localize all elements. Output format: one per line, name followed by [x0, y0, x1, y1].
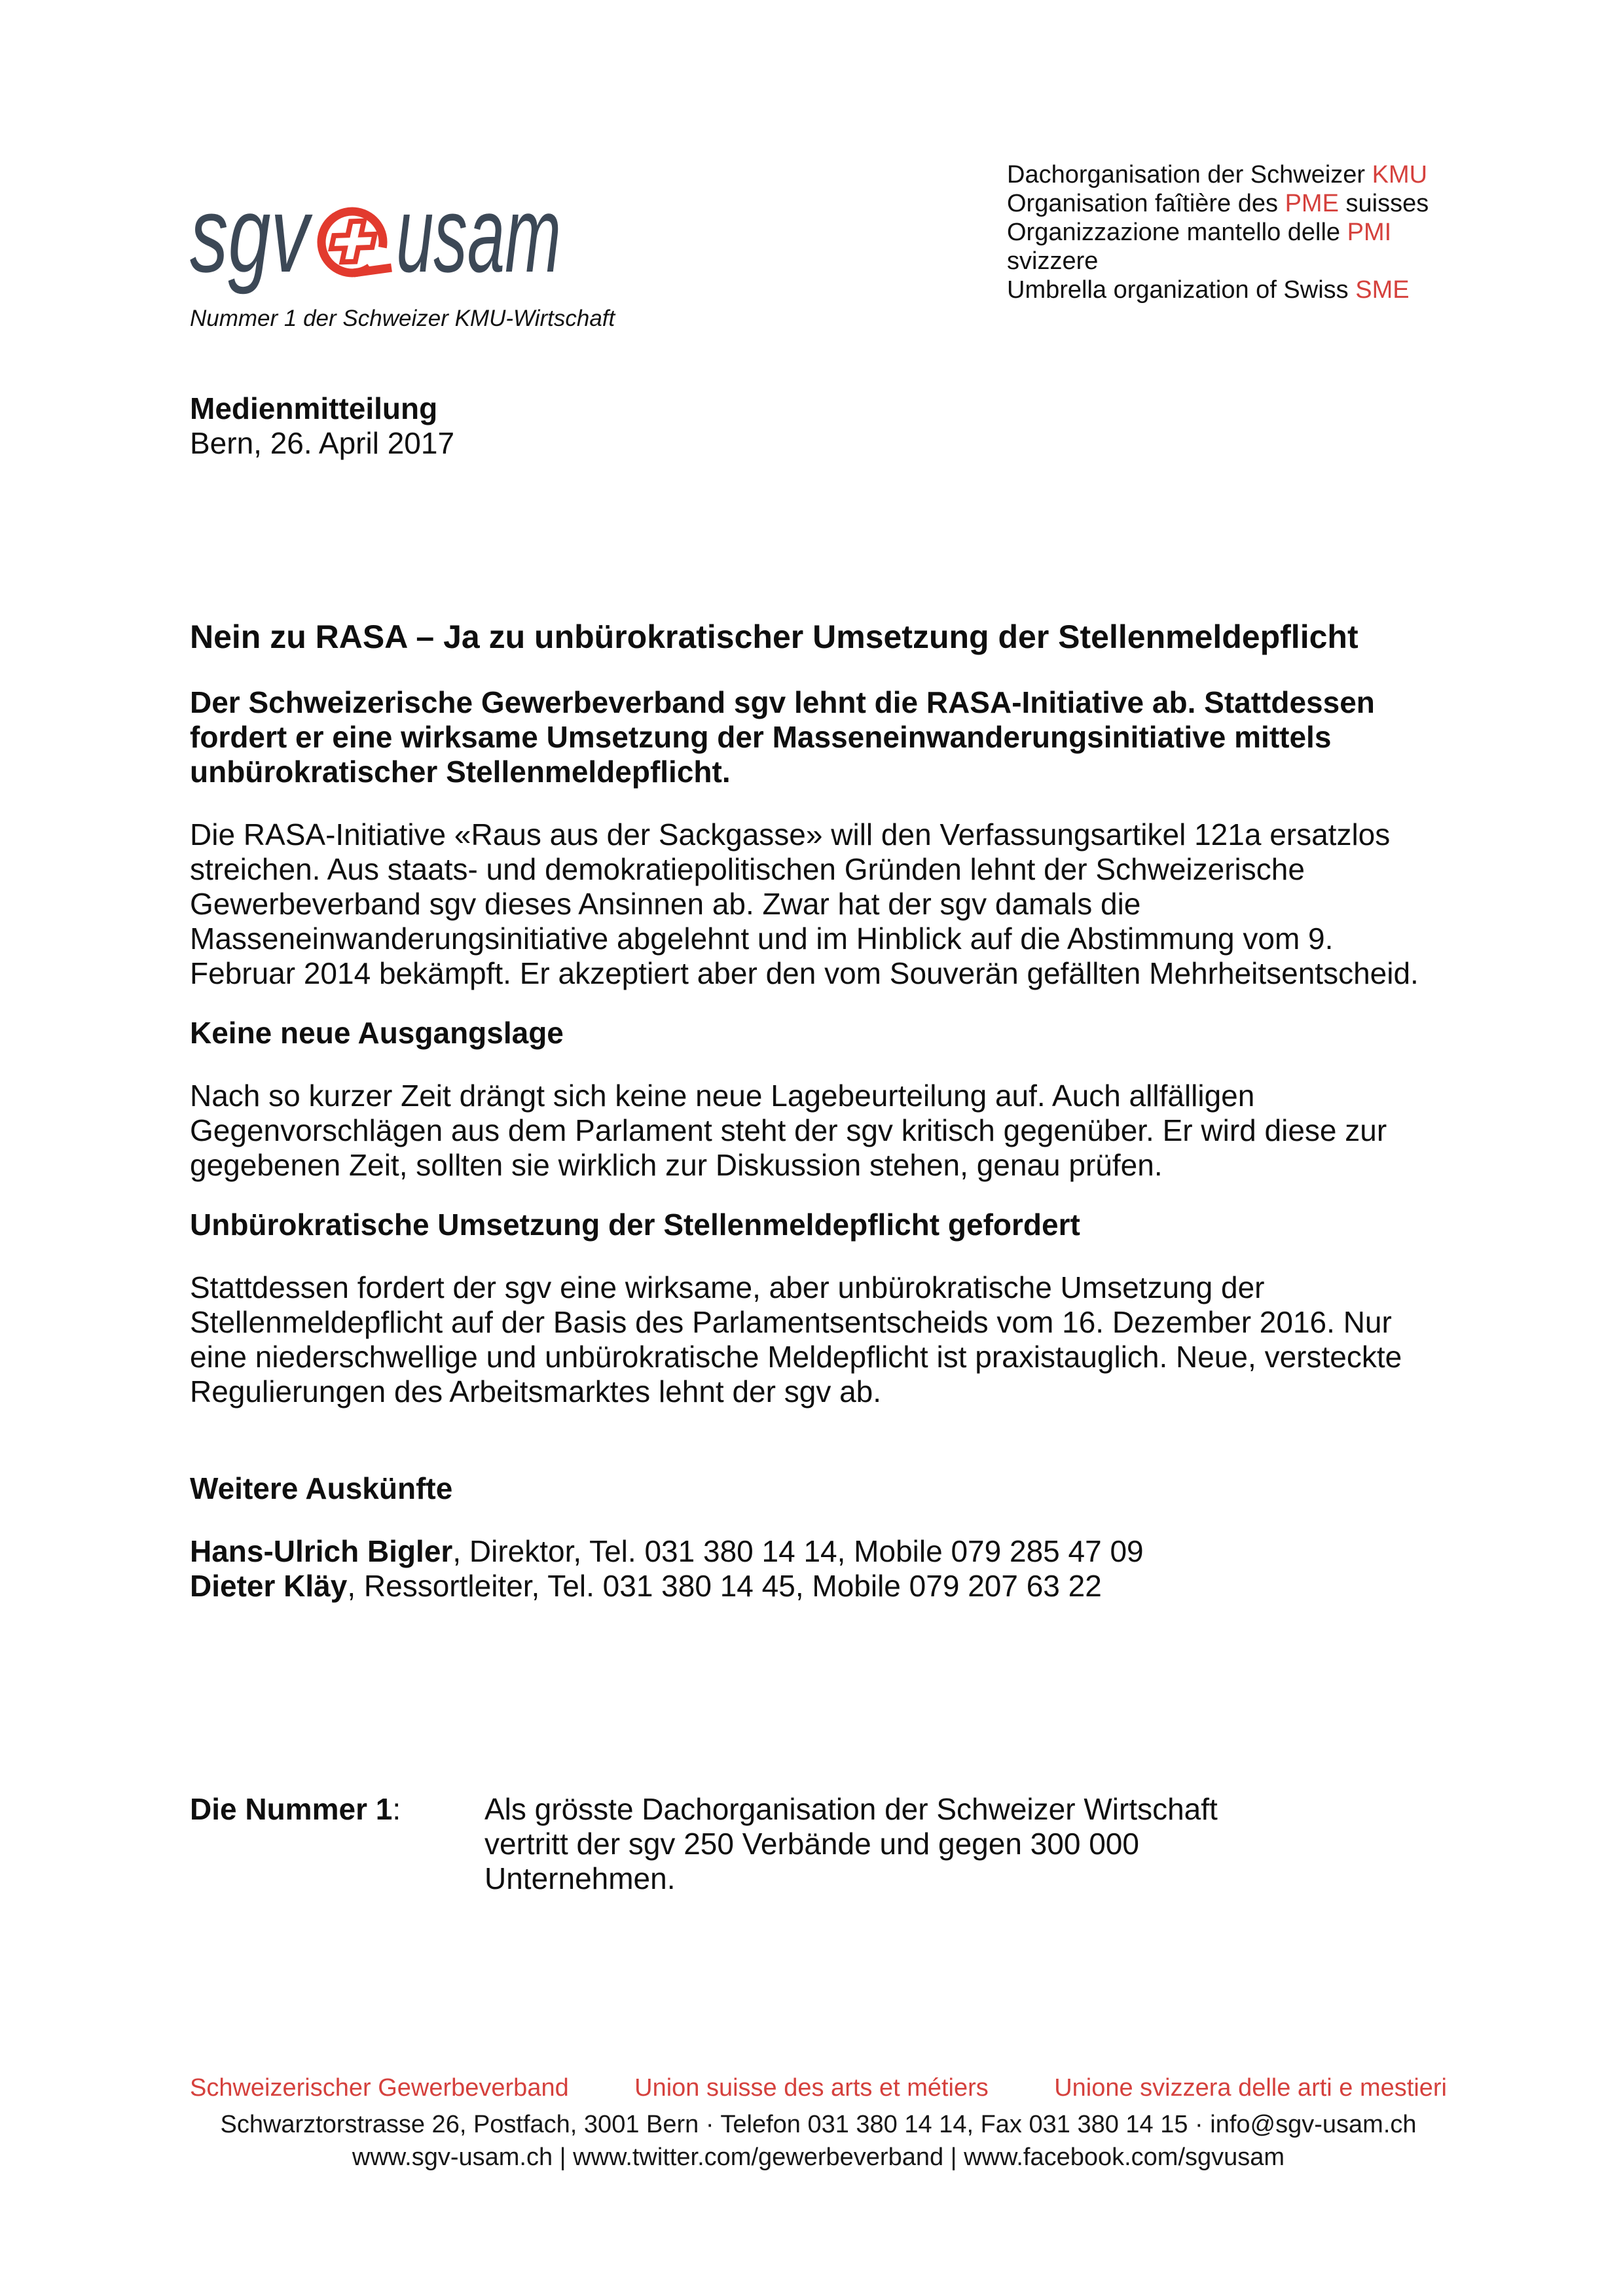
org-line-text: suisses — [1338, 190, 1429, 217]
org-line-english — [1007, 276, 1447, 304]
org-line-french — [1007, 189, 1447, 218]
org-line-text: Organizzazione mantello delle — [1007, 219, 1347, 246]
org-line-accent: PMI — [1347, 219, 1392, 246]
org-line-text: Umbrella organization of Swiss — [1007, 276, 1356, 304]
paragraph-ausgangslage: Nach so kurzer Zeit drängt sich keine neue Lagebeurteilung auf. Auch allfälligen Gegenvorschlägen aus dem Parlament steht der sgv kritisch gegenüber. Er wird diese zur gegebenen Zeit, sollten sie wirklich zur Diskussion stehen, genau prüfen. — [190, 1079, 1387, 1182]
dateline: Bern, 26. April 2017 — [190, 426, 455, 460]
section-heading-stellenmeldepflicht: Unbürokratische Umsetzung der Stellenmeldepflicht gefordert — [190, 1208, 1080, 1242]
org-line-accent: KMU — [1372, 161, 1428, 188]
footer-org-french: Union suisse des arts et métiers — [634, 2074, 989, 2102]
contacts-list — [190, 1534, 1447, 1604]
document-meta — [190, 391, 1447, 461]
page-title: Nein zu RASA – Ja zu unbürokratischer Umsetzung der Stellenmeldepflicht — [190, 619, 1359, 655]
swiss-cross-ring-icon — [310, 200, 395, 285]
sgv-usam-logo — [190, 160, 615, 332]
contacts-heading: Weitere Auskünfte — [190, 1471, 453, 1505]
paragraph-stellenmeldepflicht: Stattdessen fordert der sgv eine wirksame, aber unbürokratische Umsetzung der Stellenmeldepflicht auf der Basis des Parlamentsentscheids vom 16. Dezember 2016. Nur eine niederschwellige und unbürokratische Meldepflicht ist praxistauglich. Neue, versteckte Regulierungen des Arbeitsmarktes lehnt der sgv ab. — [190, 1270, 1402, 1408]
letter-body — [0, 391, 1623, 1896]
org-line-accent: SME — [1355, 276, 1410, 304]
org-line-german — [1007, 160, 1447, 189]
section-heading-ausgangslage: Keine neue Ausgangslage — [190, 1016, 564, 1050]
footer-org-italian: Unione svizzera delle arti e mestieri — [1054, 2074, 1447, 2102]
footer-address: Schwarztorstrasse 26, Postfach, 3001 Bern · Telefon 031 380 14 14, Fax 031 380 14 15 · info@sgv-usam.ch — [220, 2111, 1417, 2138]
contact-line — [190, 1569, 1447, 1604]
org-line-text: Organisation faîtière des — [1007, 190, 1285, 217]
org-line-text: svizzere — [1007, 247, 1099, 275]
number-one-label-text: Die Nummer 1 — [190, 1792, 393, 1826]
contact-name: Hans-Ulrich Bigler — [190, 1534, 453, 1568]
contact-line — [190, 1534, 1447, 1569]
letter-footer — [190, 2073, 1447, 2172]
logo-text-sgv: sgv — [190, 174, 314, 295]
document-type: Medienmitteilung — [190, 391, 438, 425]
org-line-accent: PME — [1285, 190, 1339, 217]
sgv-usam-logo-mark — [190, 175, 563, 299]
contact-name: Dieter Kläy — [190, 1569, 348, 1603]
footer-web-links: www.sgv-usam.ch | www.twitter.com/gewerbeverband | www.facebook.com/sgvusam — [352, 2144, 1285, 2171]
number-one-colon: : — [392, 1792, 401, 1826]
contact-details: , Ressortleiter, Tel. 031 380 14 45, Mobile 079 207 63 22 — [347, 1569, 1102, 1603]
paragraph-rasa: Die RASA-Initiative «Raus aus der Sackgasse» will den Verfassungsartikel 121a ersatzlos streichen. Aus staats- und demokratiepolitischen Gründen lehnt der Schweizerische Gewerbeverband sgv dieses Ansinnen ab. Zwar hat der sgv damals die Masseneinwanderungsinitiative abgelehnt und im Hinblick auf die Abstimmung vom 9. Februar 2014 bekämpft. Er akzeptiert aber den vom Souverän gefällten Mehrheitsentscheid. — [190, 817, 1419, 990]
letterhead — [0, 0, 1623, 332]
contact-details: , Direktor, Tel. 031 380 14 14, Mobile 079 285 47 09 — [452, 1534, 1144, 1568]
logo-tagline: Nummer 1 der Schweizer KMU-Wirtschaft — [190, 306, 615, 331]
lead-paragraph: Der Schweizerische Gewerbeverband sgv lehnt die RASA-Initiative ab. Stattdessen fordert er eine wirksame Umsetzung der Masseneinwanderungsinitiative mittels unbürokratischer Stellenmeldepflicht. — [190, 685, 1375, 789]
number-one-label — [190, 1792, 484, 1896]
footer-org-german: Schweizerischer Gewerbeverband — [190, 2074, 569, 2102]
footer-organization-names — [190, 2073, 1447, 2102]
logo-text-usam: usam — [396, 174, 561, 295]
org-descriptions — [1007, 160, 1447, 304]
number-one-description: Als grösste Dachorganisation der Schweizer Wirtschaft vertritt der sgv 250 Verbände und gegen 300 000 Unternehmen. — [484, 1792, 1218, 1895]
org-line-italian — [1007, 218, 1447, 276]
number-one-note — [190, 1792, 1447, 1896]
org-line-text: Dachorganisation der Schweizer — [1007, 161, 1372, 188]
